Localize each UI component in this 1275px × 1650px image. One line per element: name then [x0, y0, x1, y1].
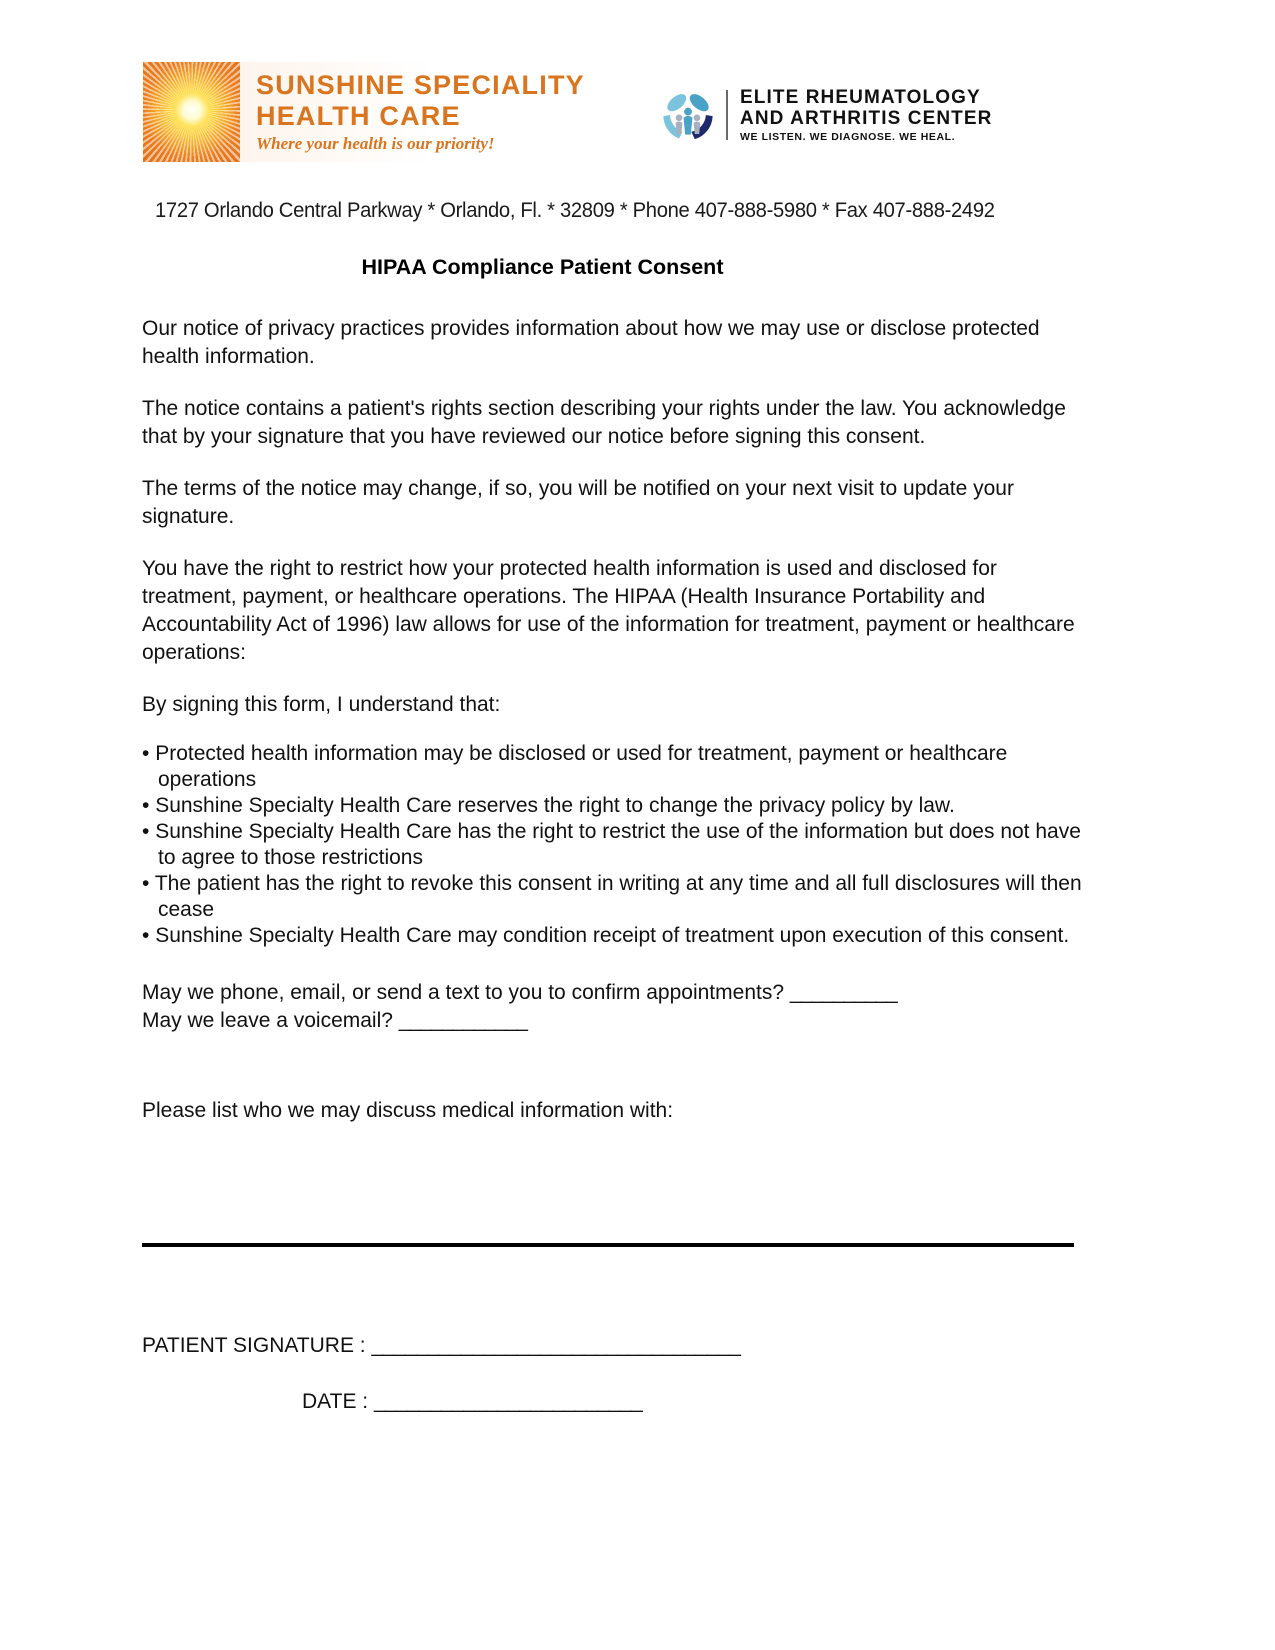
sunshine-logo-line2: HEALTH CARE — [256, 100, 461, 131]
sunshine-logo-line1: SUNSHINE SPECIALITY — [256, 70, 585, 101]
list-item: • Sunshine Specialty Health Care may condition receipt of treatment upon execution of this consent. — [142, 923, 1082, 949]
list-item: • Sunshine Specialty Health Care has the right to restrict the use of the information but does not have to agree to those restrictions — [142, 819, 1082, 871]
logo-divider — [726, 90, 728, 140]
paragraph-terms-change: The terms of the notice may change, if so, you will be notified on your next visit to update your signature. — [142, 477, 1014, 528]
sunshine-logo-text — [240, 62, 593, 162]
patient-signature-row — [142, 1334, 740, 1358]
paragraph-patient-rights: The notice contains a patient's rights section describing your rights under the law. You acknowledge that by your signature that you have reviewed our notice before signing this consent. — [142, 397, 1066, 448]
date-row — [302, 1390, 642, 1414]
elite-logo-tagline: WE LISTEN. WE DIAGNOSE. WE HEAL. — [740, 131, 956, 144]
section-divider-rule — [142, 1243, 1074, 1247]
date-blank[interactable]: ________________________ — [373, 1390, 643, 1413]
sun-icon — [143, 62, 240, 162]
question-leave-voicemail — [142, 1007, 1082, 1035]
elite-circle-people-icon — [660, 87, 716, 143]
date-label: DATE : — [302, 1390, 369, 1413]
list-item: • The patient has the right to revoke this consent in writing at any time and all full disclosures will then cease — [142, 871, 1082, 923]
sunshine-speciality-logo — [143, 62, 593, 162]
patient-signature-blank[interactable]: _________________________________ — [371, 1334, 741, 1357]
question-confirm-appointments-blank[interactable]: __________ — [789, 981, 897, 1004]
elite-logo-line1: ELITE RHEUMATOLOGY — [740, 86, 981, 108]
paragraph-restrict-rights: You have the right to restrict how your protected health information is used and disclosed for treatment, payment, or healthcare operations. The HIPAA (Health Insurance Portability and Accountability Act of 1996) law allows for use of the information for treatment, payment or healthcare operations: — [142, 557, 1075, 664]
page-title: HIPAA Compliance Patient Consent — [361, 255, 724, 279]
question-confirm-appointments — [142, 979, 1082, 1007]
patient-signature-label: PATIENT SIGNATURE : — [142, 1334, 366, 1357]
contact-questions — [142, 979, 1082, 1035]
document-header — [0, 62, 1275, 167]
clinic-address-line: 1727 Orlando Central Parkway * Orlando, Fl. * 32809 * Phone 407-888-5980 * Fax 407-888-2492 — [155, 198, 995, 222]
consent-bullet-list — [142, 741, 1082, 949]
paragraph-understanding-intro: By signing this form, I understand that: — [142, 693, 501, 716]
question-confirm-appointments-label: May we phone, email, or send a text to you to confirm appointments? — [142, 981, 785, 1004]
elite-rheumatology-logo — [660, 84, 1060, 146]
list-item: • Sunshine Specialty Health Care reserves the right to change the privacy policy by law. — [142, 793, 1082, 819]
question-leave-voicemail-label: May we leave a voicemail? — [142, 1009, 393, 1032]
sun-core-decoration — [175, 93, 209, 127]
elite-logo-text — [740, 87, 992, 144]
paragraph-privacy-practices: Our notice of privacy practices provides information about how we may use or disclose protected health information. — [142, 317, 1040, 368]
question-leave-voicemail-blank[interactable]: ____________ — [398, 1009, 527, 1032]
elite-logo-line2: AND ARTHRITIS CENTER — [740, 108, 993, 129]
discuss-medical-info-label: Please list who we may discuss medical information with: — [142, 1099, 674, 1122]
sunshine-logo-tagline: Where your health is our priority! — [256, 133, 495, 153]
document-body — [142, 315, 1082, 1125]
list-item: • Protected health information may be disclosed or used for treatment, payment or healthcare operations — [142, 741, 1082, 793]
